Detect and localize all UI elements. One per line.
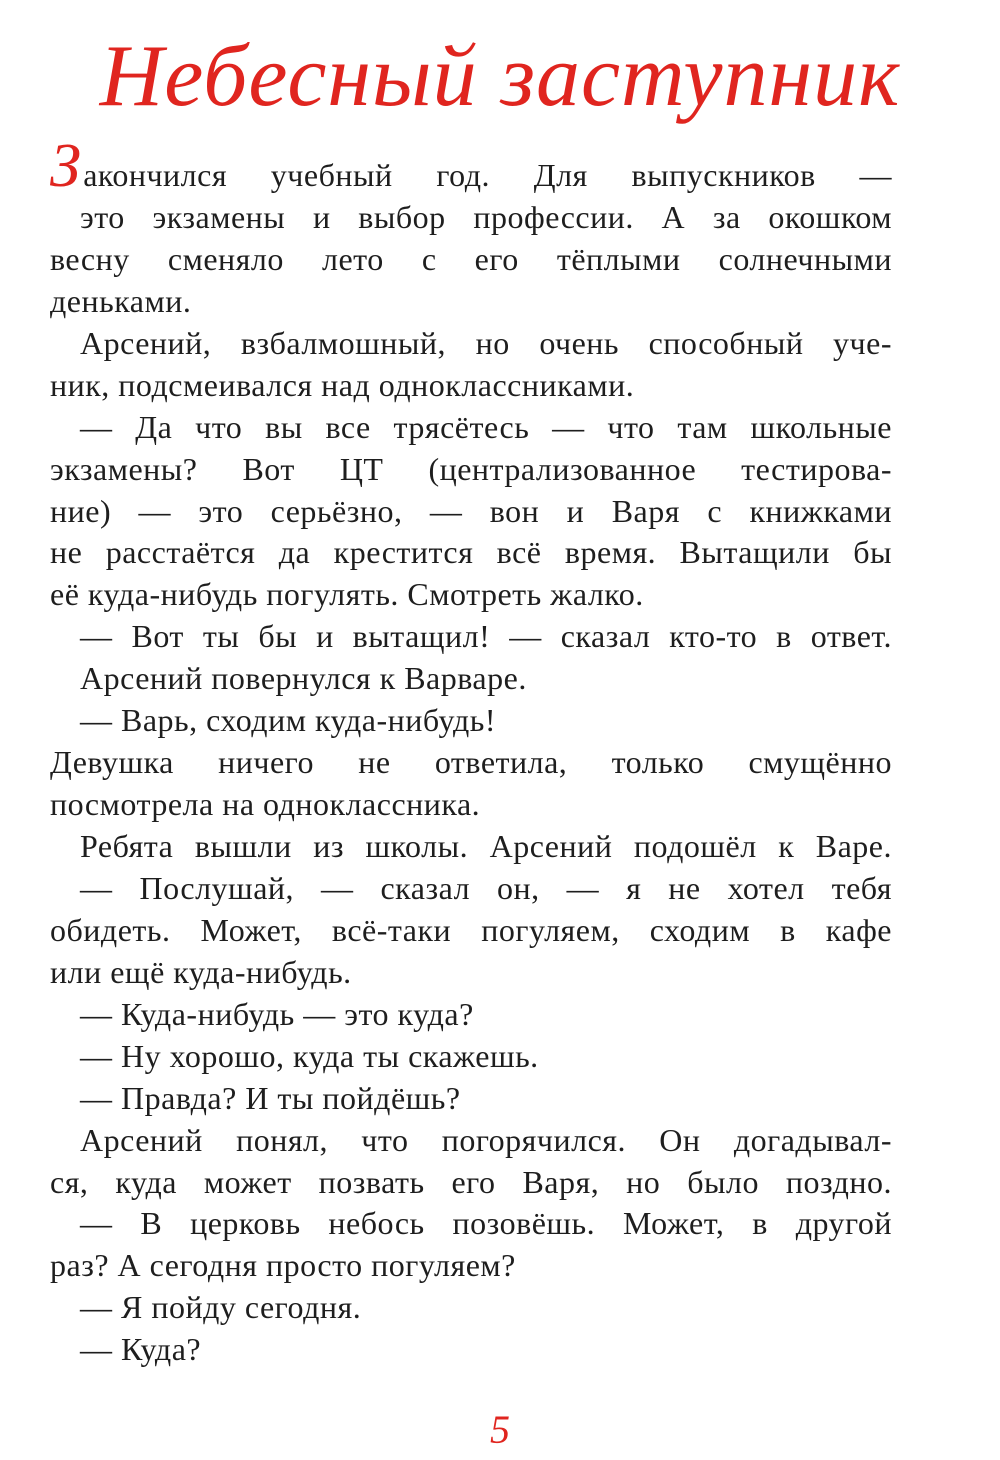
text-line: Девушка ничего не ответила, только смущённо xyxy=(50,744,892,781)
story-text xyxy=(50,132,892,1371)
text-line: Ребята вышли из школы. Арсений подошёл к Варе. xyxy=(80,828,892,864)
text-line: — Варь, сходим куда-нибудь! xyxy=(80,702,496,739)
drop-cap: З xyxy=(50,132,82,200)
text-line: экзамены? Вот ЦТ (централизованное тестирова- xyxy=(50,450,892,487)
first-line-text: акончился учебный год. Для выпускников — xyxy=(83,157,892,193)
page-title: Небесный заступник xyxy=(99,28,901,125)
text-line: — Послушай, — сказал он, — я не хотел тебя xyxy=(80,869,892,906)
text-line: это экзамены и выбор профессии. А за окошком xyxy=(80,198,892,235)
text-line: — Ну хорошо, куда ты скажешь. xyxy=(80,1037,539,1074)
text-line: — Куда? xyxy=(80,1331,202,1368)
text-line: её куда-нибудь погулять. Смотреть жалко. xyxy=(50,576,644,613)
text-line: не расстаётся да крестится всё время. Вытащили бы xyxy=(50,534,892,571)
text-line: Арсений повернулся к Варваре. xyxy=(80,660,527,697)
text-line: — Я пойду сегодня. xyxy=(80,1289,362,1326)
text-line: ся, куда может позвать его Варя, но было поздно. xyxy=(50,1163,892,1200)
text-line: Арсений, взбалмошный, но очень способный уче- xyxy=(80,324,892,361)
text-line: — В церковь небось позовёшь. Может, в другой xyxy=(80,1205,892,1242)
text-line: посмотрела на одноклассника. xyxy=(50,786,481,823)
text-line: — Да что вы все трясётесь — что там школьные xyxy=(80,408,892,445)
text-line: — Вот ты бы и вытащил! — сказал кто-то в ответ. xyxy=(80,618,892,655)
text-line: или ещё куда-нибудь. xyxy=(50,953,352,990)
text-line: обидеть. Может, всё-таки погуляем, сходим в кафе xyxy=(50,911,892,948)
text-line: весну сменяло лето с его тёплыми солнечными xyxy=(50,240,892,277)
text-line xyxy=(50,132,892,200)
text-line: деньками. xyxy=(50,282,192,319)
text-line: — Куда-нибудь — это куда? xyxy=(80,995,474,1032)
text-line: Арсений понял, что погорячился. Он догадывал- xyxy=(80,1121,892,1158)
page-number: 5 xyxy=(490,1407,510,1452)
text-line: — Правда? И ты пойдёшь? xyxy=(80,1079,461,1116)
text-line: раз? А сегодня просто погуляем? xyxy=(50,1247,516,1284)
text-line: ник, подсмеивался над одноклассниками. xyxy=(50,366,635,403)
text-line: ние) — это серьёзно, — вон и Варя с книжками xyxy=(50,492,892,529)
